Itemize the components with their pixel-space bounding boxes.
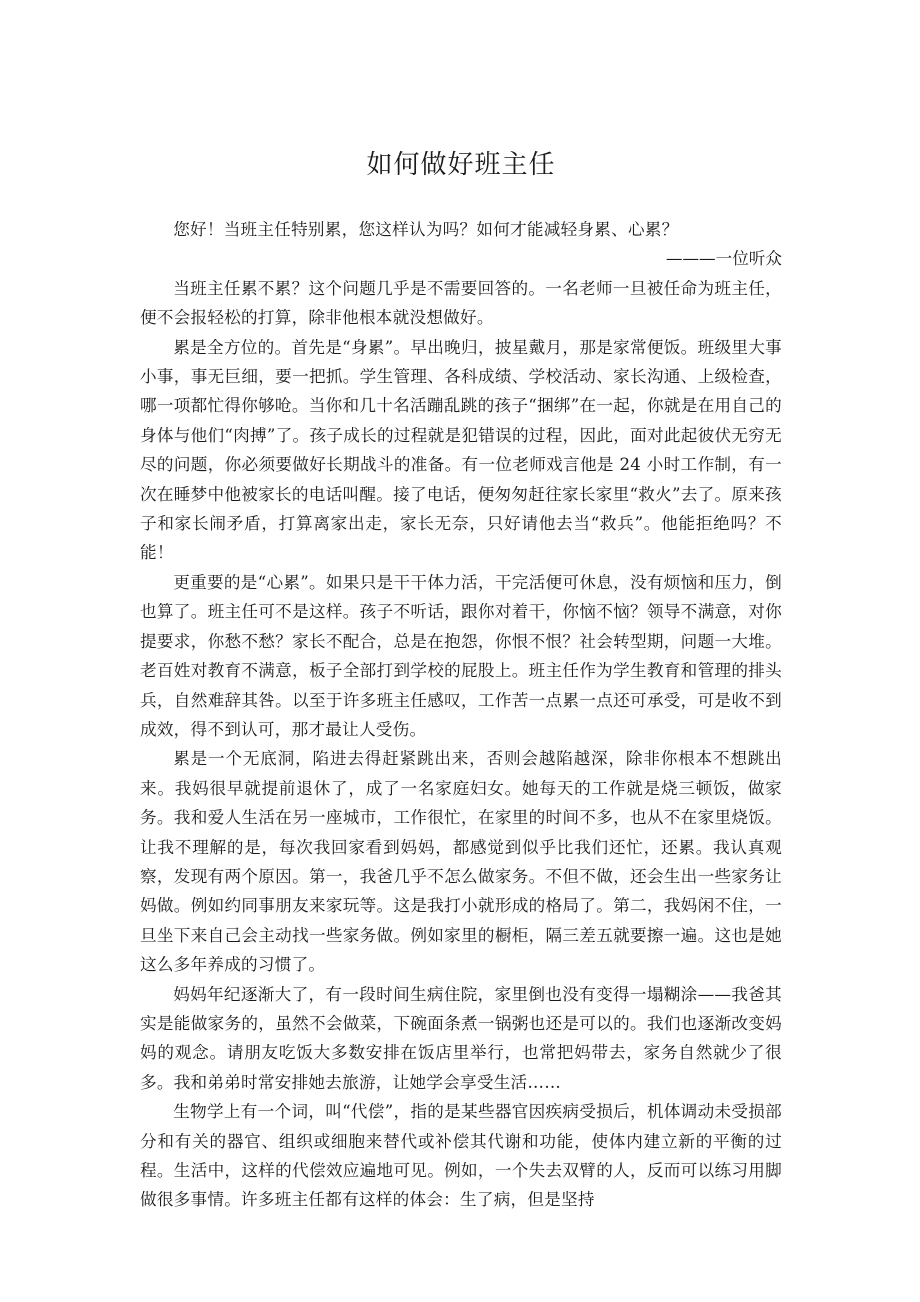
body-paragraph: 生物学上有一个词，叫“代偿”，指的是某些器官因疾病受损后，机体调动未受损部分和有关的器官、组织或细胞来替代或补偿其代谢和功能，使体内建立新的平衡的过程。生活中，这样的代偿效应遍地可见。例如，一个失去双臂的人，反而可以练习用脚做很多事情。许多班主任都有这样的体会：生了病，但是坚持	[140, 1102, 782, 1210]
document-body	[140, 215, 782, 1215]
body-paragraph: 累是一个无底洞，陷进去得赶紧跳出来，否则会越陷越深，除非你根本不想跳出来。我妈很早就提前退休了，成了一名家庭妇女。她每天的工作就是烧三顿饭，做家务。我和爱人生活在另一座城市，工作很忙，在家里的时间不多，也从不在家里烧饭。让我不理解的是，每次我回家看到妈妈，都感觉到似乎比我们还忙，还累。我认真观察，发现有两个原因。第一，我爸几乎不怎么做家务。不但不做，还会生出一些家务让妈做。例如约同事朋友来家玩等。这是我打小就形成的格局了。第二，我妈闲不住，一旦坐下来自己会主动找一些家务做。例如家里的橱柜，隔三差五就要擦一遍。这也是她这么多年养成的习惯了。	[140, 749, 782, 975]
document-title: 如何做好班主任	[366, 150, 556, 180]
listener-question: 您好！当班主任特别累，您这样认为吗？如何才能减轻身累、心累？	[173, 220, 679, 239]
body-paragraph: 累是全方位的。首先是“身累”。早出晚归，披星戴月，那是家常便饭。班级里大事小事，事无巨细，要一把抓。学生管理、各科成绩、学校活动、家长沟通、上级检查，哪一项都忙得你够呛。当你和几十名活蹦乱跳的孩子“捆绑”在一起，你就是在用自己的身体与他们“肉搏”了。孩子成长的过程就是犯错误的过程，因此，面对此起彼伏无穷无尽的问题，你必须要做好长期战斗的准备。有一位老师戏言他是 24 小时工作制，有一次在睡梦中他被家长的电话叫醒。接了电话，便匆匆赶往家长家里“救火”去了。原来孩子和家长闹矛盾，打算离家出走，家长无奈，只好请他去当“救兵”。他能拒绝吗？不能！	[140, 337, 782, 563]
body-paragraph: 妈妈年纪逐渐大了，有一段时间生病住院，家里倒也没有变得一塌糊涂——我爸其实是能做家务的，虽然不会做菜，下碗面条煮一锅粥也还是可以的。我们也逐渐改变妈妈的观念。请朋友吃饭大多数安排在饭店里举行，也常把妈带去，家务自然就少了很多。我和弟弟时常安排她去旅游，让她学会享受生活……	[140, 984, 782, 1092]
body-paragraph: 更重要的是“心累”。如果只是干干体力活，干完活便可休息，没有烦恼和压力，倒也算了。班主任可不是这样。孩子不听话，跟你对着干，你恼不恼？领导不满意，对你提要求，你愁不愁？家长不配合，总是在抱怨，你恨不恨？社会转型期，问题一大堆。老百姓对教育不满意，板子全部打到学校的屁股上。班主任作为学生教育和管理的排头兵，自然难辞其咎。以至于许多班主任感叹，工作苦一点累一点还可承受，可是收不到成效，得不到认可，那才最让人受伤。	[140, 572, 782, 739]
body-paragraph: 当班主任累不累？这个问题几乎是不需要回答的。一名老师一旦被任命为班主任，便不会报轻松的打算，除非他根本就没想做好。	[140, 278, 782, 328]
document-page	[140, 0, 782, 1215]
question-attribution: ———一位听众	[665, 249, 782, 269]
